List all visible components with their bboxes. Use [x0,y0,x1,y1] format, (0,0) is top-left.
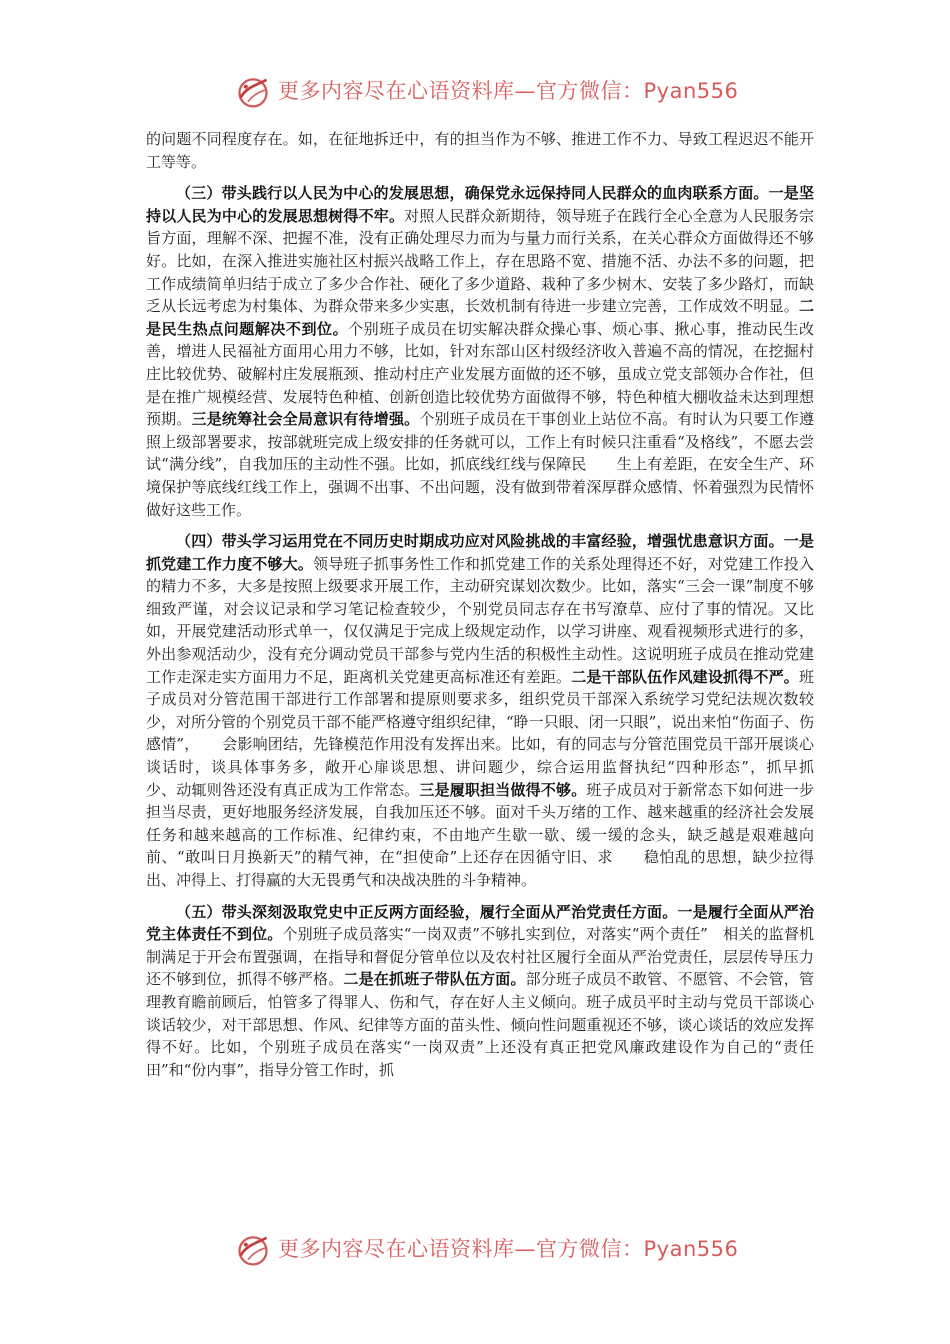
text-run: 领导班子抓事务性工作和抓党建工作的关系处理得还不好，对党建工作投入的精力不多，大多是按照上级要求开展工作，主动研究谋划次数少。比如，落实“三会一课”制度不够细致严谨，对会议记录和学习笔记检查较少，个别党员同志存在书写潦草、应付了事的情况。又比如，开展党建活动形式单一，仅仅满足于完成上级规定动作，以学习讲座、观看视频形式进行的多，外出参观活动少，没有充分调动党员干部参与党内生活的积极性主动性。这说明班子成员在推动党建工作走深走实方面用力不足，距离机关党建更高标准还有差距。 [146,554,814,686]
text-run: 个别班子成员在切实解决群众操心事、烦心事、揪心事，推动民生改善，增进人民福祉方面用心用力不够，比如，针对东部山区村级经济收入普遍不高的情况，在挖掘村庄比较优势、破解村庄发展瓶颈、推动村庄产业发展方面做的还不够，虽成立党支部领办合作社，但是在推广规模经营、发展特色种植、创新创造比较优势方面做得不够，特色种植大棚收益未达到理想预期。 [146,319,814,429]
bold-heading-run: （四）带头学习运用党在不同历史时期成功应对风险挑战的丰富经验，增强忧患意识方面。一是抓党建工作力度不够大。 [146,532,814,573]
text-run: 个别班子成员落实“一岗双责”不够扎实到位，对落实“两个责任” 相关的监督机制满足于开会布置强调，在指导和督促分管单位以及农村社区履行全面从严治党责任，层层传导压力还不够到位，抓得不够严格。 [146,925,814,989]
bold-heading-run: 三是履职担当做得不够。 [419,780,587,799]
watermark-text: 更多内容尽在心语资料库—官方微信：Pyan556 [278,79,739,103]
text-run: 对照人民群众新期待，领导班子在践行全心全意为人民服务宗旨方面，理解不深、把握不准，没有正确处理尽力而为与量力而行关系，在关心群众方面做得还不够好。比如，在深入推进实施社区村振兴战略工作上，存在思路不宽、措施不活、办法不多的问题，把工作成绩简单归结于成立了多少合作社、硬化了多少道路、栽种了多少树木、安装了多少路灯，而缺乏从长远考虑为村集体、为群众带来多少实惠，长效机制有待进一步建立完善，工作成效不明显。 [146,206,814,316]
text-run: 个别班子成员在干事创业上站位不高。有时认为只要工作遵照上级部署要求，按部就班完成上级安排的任务就可以，工作上有时候只注重看“及格线”，不愿去尝试“满分线”，自我加压的主动性不强。比如，抓底线红线与保障民 生上有差距，在安全生产、环境保护等底线红线工作上，强调不出事、不出问题，没有做到带着深厚群众感情、怀着强烈为民情怀做好这些工作。 [146,410,814,519]
watermark-text: 更多内容尽在心语资料库—官方微信：Pyan556 [278,1237,739,1261]
bold-heading-run: （五）带头深刻汲取党史中正反两方面经验，履行全面从严治党责任方面。一是履行全面从严治党主体责任不到位。 [146,902,814,944]
brush-logo-icon [235,1232,271,1268]
text-run: 班子成员对分管范围干部进行工作部署和提原则要求多，组织党员干部深入系统学习党纪法规次数较少，对所分管的个别党员干部不能严格遵守组织纪律，“睁一只眼、闭一只眼”，说出来怕“伤面子、伤感情”， 会影响团结，先锋模范作用没有发挥出来。比如，有的同志与分管范围党员干部开展谈心谈话时，谈具体事务多，敞开心扉谈思想、讲问题少，综合运用监督执纪“四种形态”，抓早抓 少、动辄则咎还没有真正成为工作常态。 [146,667,845,799]
paragraph [146,182,814,521]
paragraph [146,530,845,892]
bold-heading-run: 三是统筹社会全局意识有待增强。 [191,410,420,429]
text-run: 部分班子成员不敢管、不愿管、不会管，管理教育瞻前顾后，怕管多了得罪人、伤和气，存在好人主义倾向。班子成员平时主动与党员干部谈心谈话较少，对干部思想、作风、纪律等方面的苗头性、倾向性问题重视还不够，谈心谈话的效应发挥得不好。比如，个别班子成员在落实“一岗双责”上还没有真正把党风廉政建设作为自己的“责任田”和“份内事”，指导分管工作时，抓 [146,970,814,1079]
bold-heading-run: （三）带头践行以人民为中心的发展思想，确保党永远保持同人民群众的血肉联系方面。一是坚持以人民为中心的发展思想树得不牢。 [146,184,814,225]
bold-heading-run: 二是在抓班子带队伍方面。 [343,970,526,989]
bold-heading-run: 二是民生热点问题解决不到位。 [146,297,814,338]
text-run: 的问题不同程度存在。如，在征地拆迁中，有的担当作为不够、推进工作不力、导致工程迟迟不能开工等等。 [146,130,814,171]
bold-heading-run: 二是干部队伍作风建设抓得不严。 [571,667,799,686]
header-watermark [0,68,950,118]
document-body [146,128,845,1081]
paragraph [146,128,814,173]
paragraph [146,901,814,1082]
brush-logo-icon [235,74,271,110]
text-run: 班子成员对于新常态下如何进一步担当尽责，更好地服务经济发展，自我加压还不够。面对千头万绪的工作、越来越重的经济社会发展任务和越来越高的工作标准、纪律约束，不由地产生歇一歇、缓一缓的念头，缺乏越是艰难越向前、“敢叫日月换新天”的精气神，在“担使命”上还存在因循守旧、求 稳怕乱的思想，缺少拉得出、冲得上、打得赢的大无畏勇气和决战决胜的斗争精神。 [146,780,814,889]
footer-watermark [0,1226,950,1276]
